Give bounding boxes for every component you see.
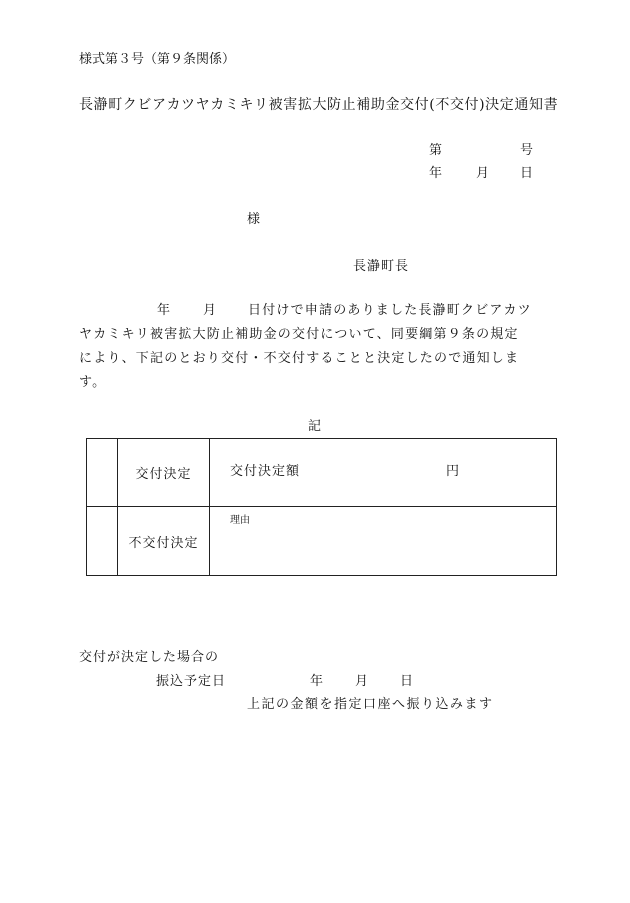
body-line-2: ヤカミキリ被害拡大防止補助金の交付について、同要綱第９条の規定 [79,327,519,342]
reason-cell[interactable] [210,507,557,576]
body-month-label: 月 [203,303,218,318]
ki-label: 記 [308,419,322,434]
grant-label: 交付決定 [118,439,210,507]
date-month-label: 月 [476,166,490,181]
transfer-year-label: 年 [310,674,324,689]
date-year-label: 年 [429,166,443,181]
table-row-nongrant [87,507,557,576]
transfer-notice: 上記の金額を指定口座へ振り込みます [247,697,494,712]
yen-label: 円 [446,464,460,479]
transfer-date-label: 振込予定日 [156,674,227,689]
body-year-label: 年 [157,303,172,318]
date-day-label: 日 [520,166,534,181]
body-line-1: 日付けで申請のありました長瀞町クビアカツ [248,303,532,318]
body-line-4: す。 [79,375,107,390]
transfer-month-label: 月 [355,674,369,689]
reason-label: 理由 [230,515,250,526]
document-title: 長瀞町クビアカツヤカミキリ被害拡大防止補助金交付(不交付)決定通知書 [79,97,559,113]
footer-line-1: 交付が決定した場合の [79,650,220,665]
doc-number-suffix: 号 [520,143,534,158]
sender-name: 長瀞町長 [353,259,410,274]
form-number: 様式第３号（第９条関係） [79,52,236,67]
grant-amount-label: 交付決定額 [230,464,301,479]
grant-amount-cell[interactable] [210,439,557,507]
doc-number-prefix: 第 [429,143,443,158]
transfer-day-label: 日 [400,674,414,689]
body-line-3: により、下記のとおり交付・不交付することと決定したので通知しま [79,351,520,366]
nongrant-label: 不交付決定 [118,507,210,576]
decision-table [86,438,557,576]
checkbox-cell-grant[interactable] [87,439,118,507]
checkbox-cell-nongrant[interactable] [87,507,118,576]
table-row-grant [87,439,557,507]
recipient-suffix: 様 [247,212,261,227]
